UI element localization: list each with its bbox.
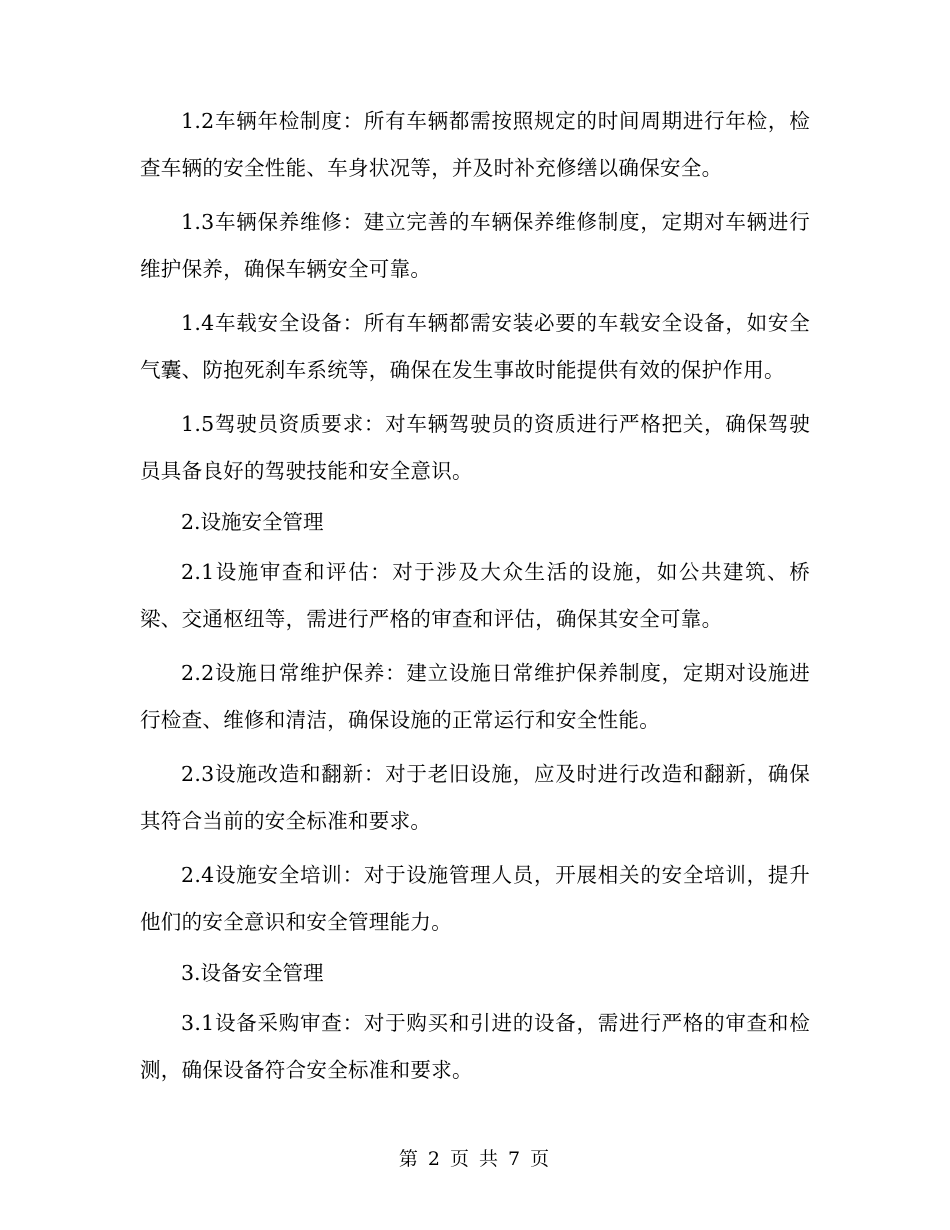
paragraph-2-3: 2.3设施改造和翻新：对于老旧设施，应及时进行改造和翻新，确保其符合当前的安全标准和要求。	[140, 762, 810, 833]
section-heading-2: 2.设施安全管理	[181, 510, 324, 534]
paragraph-1-2: 1.2车辆年检制度：所有车辆都需按照规定的时间周期进行年检，检查车辆的安全性能、车身状况等，并及时补充修缮以确保安全。	[140, 109, 810, 180]
document-body	[140, 98, 810, 1101]
paragraph-2-1: 2.1设施审查和评估：对于涉及大众生活的设施，如公共建筑、桥梁、交通枢纽等，需进行严格的审查和评估，确保其安全可靠。	[140, 560, 810, 631]
paragraph-2-4: 2.4设施安全培训：对于设施管理人员，开展相关的安全培训，提升他们的安全意识和安全管理能力。	[140, 863, 810, 934]
paragraph-1-3: 1.3车辆保养维修：建立完善的车辆保养维修制度，定期对车辆进行维护保养，确保车辆安全可靠。	[140, 210, 810, 281]
paragraph-2-2: 2.2设施日常维护保养：建立设施日常维护保养制度，定期对设施进行检查、维修和清洁，确保设施的正常运行和安全性能。	[140, 661, 810, 732]
page-number-footer: 第 2 页 共 7 页	[398, 1148, 552, 1170]
section-heading-3: 3.设备安全管理	[181, 961, 324, 985]
paragraph-1-4: 1.4车载安全设备：所有车辆都需安装必要的车载安全设备，如安全气囊、防抱死刹车系统等，确保在发生事故时能提供有效的保护作用。	[140, 311, 810, 382]
paragraph-3-1: 3.1设备采购审查：对于购买和引进的设备，需进行严格的审查和检测，确保设备符合安全标准和要求。	[140, 1011, 810, 1082]
paragraph-1-5: 1.5驾驶员资质要求：对车辆驾驶员的资质进行严格把关，确保驾驶员具备良好的驾驶技能和安全意识。	[140, 412, 810, 483]
